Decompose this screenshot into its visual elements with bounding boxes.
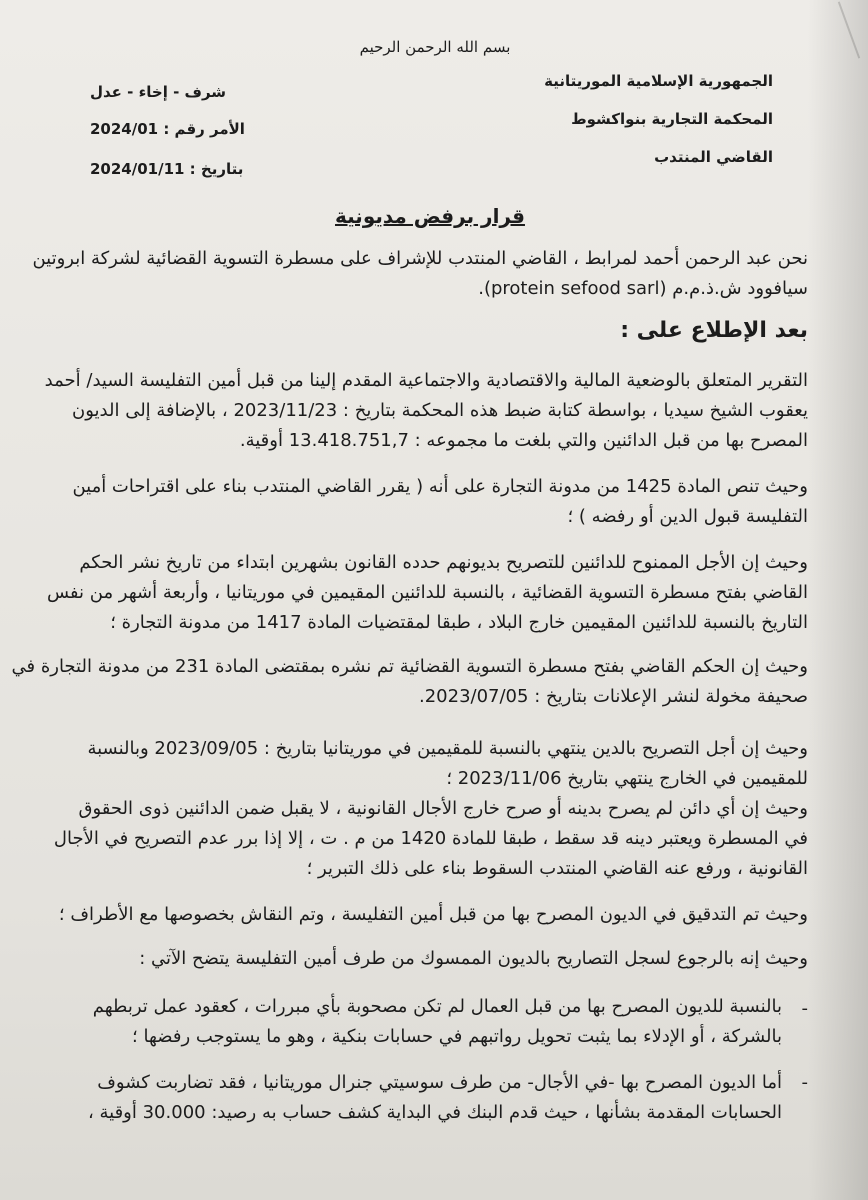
paragraph-deadline	[48, 548, 808, 638]
paragraph-declaration-deadlines	[48, 734, 808, 884]
text-line: يعقوب الشيخ سيديا ، بواسطة كتابة ضبط هذه المحكمة بتاريخ : 2023/11/23 ، بالإضافة إلى الديون	[72, 400, 808, 421]
paragraph-article-1425	[48, 472, 808, 532]
decision-title: قرار برفض مديونية	[335, 204, 525, 228]
motto: شرف - إخاء - عدل	[90, 83, 227, 101]
page-shadow	[808, 0, 868, 1200]
order-number: الأمر رقم : 2024/01	[90, 120, 245, 138]
republic-name: الجمهورية الإسلامية الموريتانية	[544, 72, 773, 90]
text-line: الحسابات المقدمة بشأنها ، حيث قدم البنك في البداية كشف حساب به رصيد: 30.000 أوقية ،	[87, 1102, 782, 1123]
after-review-heading: بعد الإطلاع على :	[620, 318, 808, 343]
paragraph-publication	[11, 652, 808, 712]
court-name: المحكمة التجارية بنواكشوط	[571, 110, 773, 128]
paragraph-register	[48, 944, 808, 974]
text-line: وحيث إن الحكم القاضي بفتح مسطرة التسوية القضائية تم نشره بمقتضى المادة 231 من مدونة التجارة في	[11, 656, 808, 677]
text-line: التاريخ بالنسبة للدائنين المقيمين خارج البلاد ، طبقا لمقتضيات المادة 1417 من مدونة التجارة ؛	[110, 612, 808, 633]
text-line: التقرير المتعلق بالوضعية المالية والاقتصادية والاجتماعية المقدم إلينا من قبل أمين التفليسة السيد/ أحمد	[44, 370, 808, 391]
text-line: وحيث إنه بالرجوع لسجل التصاريح بالديون الممسوك من طرف أمين التفليسة يتضح الآتي :	[139, 948, 808, 969]
text-line: وحيث إن أي دائن لم يصرح بدينه أو صرح خارج الأجال القانونية ، لا يقبل ضمن الدائنين ذوى الحقوق	[78, 798, 808, 819]
text-line: التفليسة قبول الدين أو رفضه ) ؛	[567, 506, 808, 527]
text-line: وحيث إن الأجل الممنوح للدائنين للتصريح بديونهم حدده القانون بشهرين ابتداء من تاريخ نشر الحكم	[79, 552, 808, 573]
text-line: في المسطرة ويعتبر دينه قد سقط ، طبقا للمادة 1420 من م . ت ، إلا إذا برر عدم التصريح في الأجال	[53, 828, 808, 849]
text-line: وحيث إن أجل التصريح بالدين ينتهي بالنسبة للمقيمين في موريتانيا بتاريخ : 2023/09/05 وبالنسبة	[87, 738, 808, 759]
text-line: القاضي بفتح مسطرة التسوية القضائية ، بالنسبة للدائنين المقيمين في موريتانيا ، وأربعة أشهر من نفس	[46, 582, 808, 603]
text-line: نحن عبد الرحمن أحمد لمرابط ، القاضي المنتدب للإشراف على مسطرة التسوية القضائية لشركة ابروتين	[32, 248, 808, 269]
order-date: بتاريخ : 2024/01/11	[90, 160, 244, 178]
text-line: أما الديون المصرح بها -في الأجال- من طرف سوسيتي جنرال موريتانيا ، فقد تضاربت كشوف	[97, 1072, 782, 1093]
intro-paragraph	[32, 244, 808, 304]
bullet-bank-debts	[48, 1068, 782, 1128]
text-line: سيافوود ش.ذ.م.م (protein sefood sarl).	[478, 278, 808, 299]
paragraph-report	[44, 366, 808, 456]
text-line: للمقيمين في الخارج ينتهي بتاريخ 2023/11/06 ؛	[446, 768, 808, 789]
text-line: بالنسبة للديون المصرح بها من قبل العمال لم تكن مصحوبة بأي مبررات ، كعقود عمل تربطهم	[92, 996, 782, 1017]
text-line: صحيفة مخولة لنشر الإعلانات بتاريخ : 2023/07/05.	[418, 686, 808, 707]
text-line: وحيث تنص المادة 1425 من مدونة التجارة على أنه ( يقرر القاضي المنتدب بناء على اقتراحات أمين	[72, 476, 808, 497]
basmala: بسم الله الرحمن الرحيم	[359, 38, 511, 56]
judge-title: القاضي المنتدب	[654, 148, 773, 166]
paragraph-verification	[48, 900, 808, 930]
text-line: بالشركة ، أو الإدلاء بما يثبت تحويل رواتبهم في حسابات بنكية ، وهو ما يستوجب رفضها ؛	[132, 1026, 782, 1047]
bullet-workers-debts	[48, 992, 782, 1052]
text-line: وحيث تم التدقيق في الديون المصرح بها من قبل أمين التفليسة ، وتم النقاش بخصوصها مع الأطراف ؛	[58, 904, 808, 925]
text-line: القانونية ، ورفع عنه القاضي المنتدب السقوط بناء على ذلك التبرير ؛	[306, 858, 808, 879]
bullet-dash-icon: -	[801, 1072, 808, 1093]
bullet-dash-icon: -	[801, 998, 808, 1019]
text-line: المصرح بها من قبل الدائنين والتي بلغت ما مجموعه : 13.418.751,7 أوقية.	[239, 430, 808, 451]
